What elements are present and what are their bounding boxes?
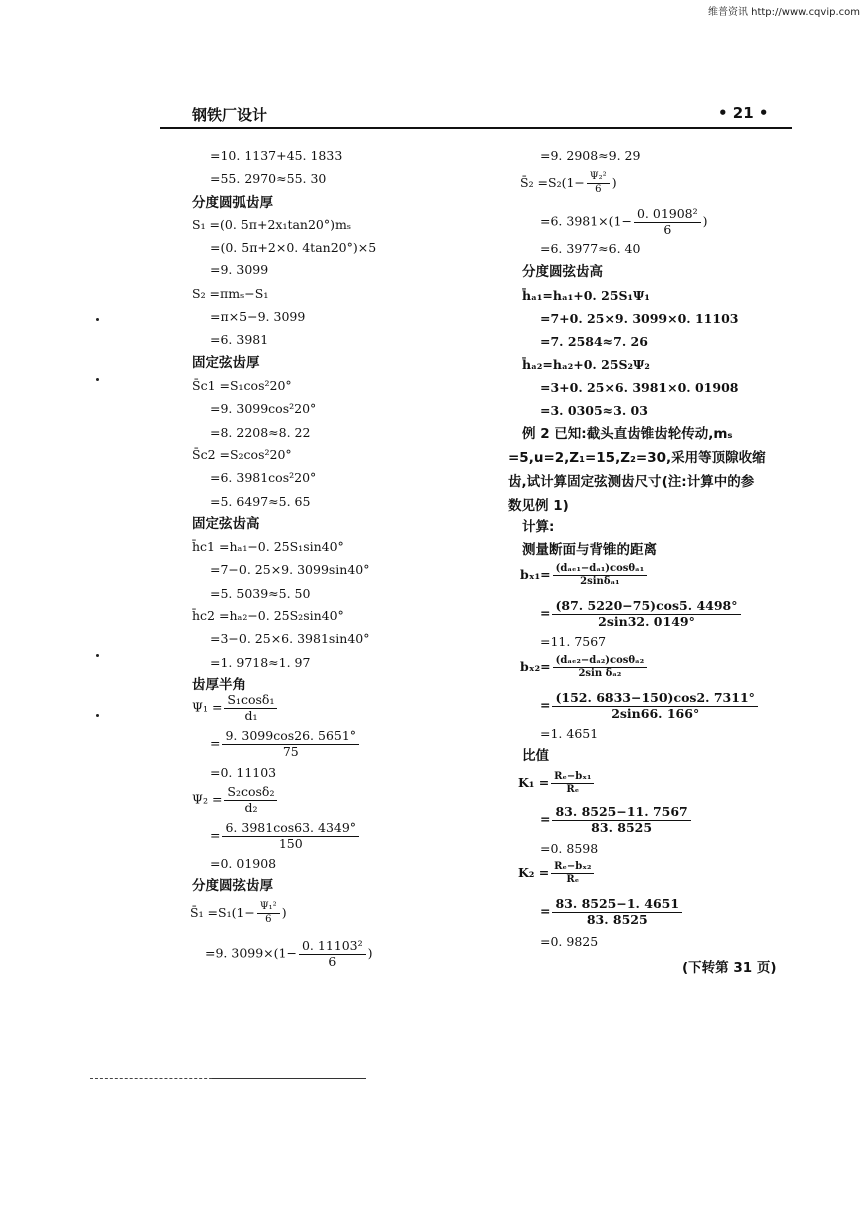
psi1-result: =0. 11103 [210,765,277,780]
k1-value: = $\frac{83. 8525-11. 7567}{83. 8525}$ [540,806,693,834]
s2-val-end: ) [702,213,708,229]
formula-line: =9. 3099 [210,262,269,277]
formula-line: h̄ₐ₂=hₐ₂+0. 25S₂Ψ₂ [522,357,650,372]
s1-val-lhs: =9. 3099×(1− [205,945,297,961]
k1-lhs: K₁ = [518,775,550,790]
k1-def [518,772,596,795]
section-heading: 分度圆弧齿厚 [192,195,273,211]
bx2-lhs: bₓ₂= [520,659,551,674]
bx2-def [520,656,649,679]
formula-line: h̄c2 =hₐ₂−0. 25S₂sin40° [192,608,344,623]
k1-den: Rₑ [566,784,580,795]
formula-line: S₂ =πmₛ−S₁ [192,286,269,301]
psi2-value: = $\frac{6. 3981\cos 63. 4349^\circ}{150}$ [210,822,361,850]
formula-line: =1. 9718≈1. 97 [210,655,311,670]
psi2-val-num: 6. 3981cos63. 4349° [222,822,359,837]
k2-result: =0. 9825 [540,934,599,949]
psi1-lhs: Ψ₁ = [192,699,223,715]
s2-frac [587,172,610,195]
example-text-line: 例 2 已知:截头直齿锥齿轮传动,mₛ [522,426,733,442]
formula-line: =π×5−9. 3099 [210,309,306,324]
s1-num: Ψ₁² [257,902,280,914]
s2-end: ) [611,175,617,190]
s2-def [520,172,617,195]
psi1-den: d₁ [244,707,258,723]
formula-line: =10. 1137+45. 1833 [210,148,343,163]
formula-line: =3−0. 25×6. 3981sin40° [210,631,370,646]
formula-line: =7+0. 25×9. 3099×0. 11103 [540,311,739,326]
section-heading: 固定弦齿高 [192,516,260,532]
formula-line: =6. 3981cos²20° [210,470,317,485]
formula-line: =8. 2208≈8. 22 [210,425,311,440]
formula-line: h̄c1 =hₐ₁−0. 25S₁sin40° [192,539,344,554]
k1-val-num: 83. 8525−11. 7567 [552,806,690,821]
k1-frac [551,772,594,795]
k2-val-den: 83. 8525 [586,911,648,927]
bx1-val-num: (87. 5220−75)cos5. 4498° [552,600,740,615]
bx2-den: 2sin δₐ₂ [578,668,622,679]
continued-note: (下转第 31 页) [682,960,777,976]
section-heading: 分度圆弦齿高 [522,264,603,280]
bx2-val-den: 2sin66. 166° [611,705,700,721]
section-heading: 齿厚半角 [192,677,246,693]
psi2-num: S₂cosδ₂ [224,786,277,801]
formula-line: S₁ =(0. 5π+2x₁tan20°)mₛ [192,217,352,232]
bx2-value: = $\frac{(152. 6833-150)\cos 2. 7311^\circ}{2\sin 66. 166^\circ}$ [540,692,760,720]
formula-line: =6. 3981 [210,332,269,347]
k2-val-frac [552,898,682,926]
page-number: • 21 • [718,104,769,122]
formula-line: =5. 5039≈5. 50 [210,586,311,601]
bx1-lhs: bₓ₁= [520,567,551,582]
s2-val-frac [634,208,701,236]
psi2-val-den: 150 [278,835,303,851]
watermark: 维普资讯 http://www.cqvip.com [707,7,860,18]
k2-lhs: K₂ = [518,865,550,880]
psi1-value: = $\frac{9. 3099\cos 26. 5651^\circ}{75}$ [210,730,361,758]
bx1-val-frac [552,600,740,628]
formula-line: =7. 2584≈7. 26 [540,334,648,349]
s2-den: 6 [595,184,602,195]
s1-val-den: 6 [328,953,337,969]
right-line: =9. 2908≈9. 29 [540,148,641,163]
journal-title: 钢铁厂设计 [192,106,268,124]
s2-val-lhs: =6. 3981×(1− [540,213,632,229]
formula-line: =9. 3099cos²20° [210,401,317,416]
k1-num: Rₑ−bₓ₁ [551,772,594,784]
formula-line: =7−0. 25×9. 3099sin40° [210,562,370,577]
example-text-line: =5,u=2,Z₁=15,Z₂=30,采用等顶隙收缩 [508,450,766,466]
formula-line: =55. 2970≈55. 30 [210,171,327,186]
section-heading: 分度圆弦齿厚 [192,878,273,894]
psi2-den: d₂ [244,799,258,815]
s1-lhs: S̄₁ =S₁(1− [190,905,255,920]
k1-val-den: 83. 8525 [591,819,653,835]
bx2-result: =1. 4651 [540,726,599,741]
k2-num: Rₑ−bₓ₂ [551,862,594,874]
k1-val-frac [552,806,690,834]
section-heading: 固定弦齿厚 [192,355,260,371]
s1-end: ) [281,905,287,920]
s1-val-end: ) [367,945,373,961]
ratio-heading: 比值 [522,748,549,764]
k2-den: Rₑ [566,874,580,885]
psi1-val-num: 9. 3099cos26. 5651° [222,730,359,745]
bx1-result: =11. 7567 [540,634,607,649]
section-heading: 测量断面与背锥的距离 [522,542,657,558]
formula-line: =3. 0305≈3. 03 [540,403,648,418]
formula-line: =3+0. 25×6. 3981×0. 01908 [540,380,739,395]
bx1-def [520,564,649,587]
psi2-lhs: Ψ₂ = [192,791,223,807]
k2-val-num: 83. 8525−1. 4651 [552,898,682,913]
bx2-val-num: (152. 6833−150)cos2. 7311° [552,692,757,707]
k1-result: =0. 8598 [540,841,599,856]
bx1-den: 2sinδₐ₁ [580,576,620,587]
s2-val-den: 6 [663,221,672,237]
s2-result: =6. 3977≈6. 40 [540,241,641,256]
formula-line: S̄c1 =S₁cos²20° [192,378,292,393]
s2-lhs: S̄₂ =S₂(1− [520,175,585,190]
s2-value [540,208,708,236]
k2-value: = $\frac{83. 8525-1. 4651}{83. 8525}$ [540,898,684,926]
psi1-num: S₁cosδ₁ [224,694,277,709]
bx1-num: (dₐₑ₁−dₐ₁)cosθₐ₁ [553,564,647,576]
psi1-val-den: 75 [282,743,299,759]
s1-val-num: 0. 11103² [299,940,366,955]
bx1-val-den: 2sin32. 0149° [598,613,695,629]
bx2-num: (dₐₑ₂−dₐ₂)cosθₐ₂ [553,656,647,668]
example-text-line: 数见例 1) [508,498,569,514]
formula-line: =5. 6497≈5. 65 [210,494,311,509]
bx1-value: = $\frac{(87. 5220-75)\cos 5. 4498^\circ}{2\sin 32. 0149^\circ}$ [540,600,743,628]
example-text-line: 齿,试计算固定弦测齿尺寸(注:计算中的参 [508,474,755,490]
bx2-val-frac [552,692,757,720]
s2-num: Ψ₂² [587,172,610,184]
calc-label: 计算: [522,519,555,535]
bx2-frac [553,656,647,679]
psi2-result: =0. 01908 [210,856,277,871]
formula-line: =(0. 5π+2×0. 4tan20°)×5 [210,240,377,255]
formula-line: h̄ₐ₁=hₐ₁+0. 25S₁Ψ₁ [522,288,650,303]
k2-frac [551,862,594,885]
footer-rule [212,1078,366,1079]
s1-den: 6 [265,914,272,925]
s2-val-num: 0. 01908² [634,208,701,223]
k2-def [518,862,596,885]
bx1-frac [553,564,647,587]
formula-line: S̄c2 =S₂cos²20° [192,447,292,462]
